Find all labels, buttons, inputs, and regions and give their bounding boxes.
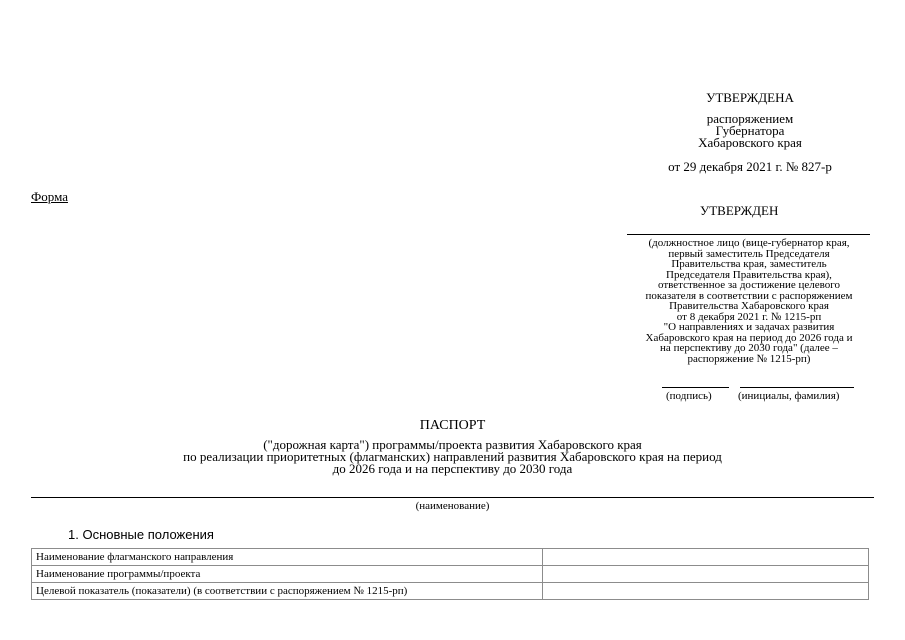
table-row — [32, 583, 869, 600]
approver-note-line: "О направлениях и задачах развития — [663, 321, 835, 333]
approved-by-line: Хабаровского края — [698, 135, 802, 150]
passport-subtitle-line: ("дорожная карта") программы/проекта развития Хабаровского края — [263, 437, 642, 452]
table-row — [32, 549, 869, 566]
initials-caption: (инициалы, фамилия) — [738, 390, 840, 402]
program-name-line — [31, 497, 874, 498]
approver-note — [624, 238, 874, 364]
signature-caption: (подпись) — [666, 390, 712, 402]
passport-subtitle-line: по реализации приоритетных (флагманских) направлений развития Хабаровского края на период — [183, 449, 722, 464]
passport-subtitle-line: до 2026 года и на перспективу до 2030 года — [332, 461, 573, 476]
form-label: Форма — [31, 189, 68, 204]
approver-signature-line — [627, 234, 870, 235]
row-label: Наименование программы/проекта — [32, 566, 543, 583]
signature-line — [662, 387, 729, 388]
approver-note-line: Правительства Хабаровского края — [669, 300, 829, 312]
section-title: 1. Основные положения — [68, 527, 214, 542]
passport-title: ПАСПОРТ — [419, 418, 486, 433]
approver-note-line: на перспективу до 2030 года" (далее – — [660, 342, 838, 354]
row-value[interactable] — [543, 583, 869, 600]
passport-subtitle — [100, 439, 805, 475]
approver-note-line: распоряжение № 1215-рп) — [687, 352, 811, 365]
row-value[interactable] — [543, 566, 869, 583]
basic-provisions-table — [31, 548, 869, 600]
approved-block — [640, 90, 860, 175]
approver-note-line: от 8 декабря 2021 г. № 1215-рп — [676, 310, 822, 323]
approver-note-line: Хабаровского края на период до 2026 года и — [645, 331, 853, 344]
program-name-caption: (наименование) — [415, 500, 490, 512]
row-value[interactable] — [543, 549, 869, 566]
name-line — [740, 387, 854, 388]
approver-note-line: (должностное лицо (вице-губернатор края, — [648, 237, 850, 249]
approved-date: от 29 декабря 2021 г. № 827-р — [668, 159, 832, 174]
approved-by-line: распоряжением — [706, 111, 794, 126]
approver-note-line: показателя в соответствии с распоряжением — [645, 289, 853, 302]
approver-note-line: первый заместитель Председателя — [668, 247, 830, 260]
approver-note-line: Председателя Правительства края), — [666, 268, 832, 281]
approved-by-line: Губернатора — [715, 123, 785, 138]
approved-by-text — [640, 113, 860, 149]
approved-heading: УТВЕРЖДЕНА — [706, 90, 794, 105]
approver-note-line: ответственное за достижение целевого — [657, 279, 841, 291]
table-row — [32, 566, 869, 583]
row-label: Наименование флагманского направления — [32, 549, 543, 566]
row-label: Целевой показатель (показатели) (в соответствии с распоряжением № 1215-рп) — [32, 583, 543, 600]
approver-note-line: Правительства края, заместитель — [671, 258, 827, 270]
approver-heading: УТВЕРЖДЕН — [700, 203, 779, 218]
